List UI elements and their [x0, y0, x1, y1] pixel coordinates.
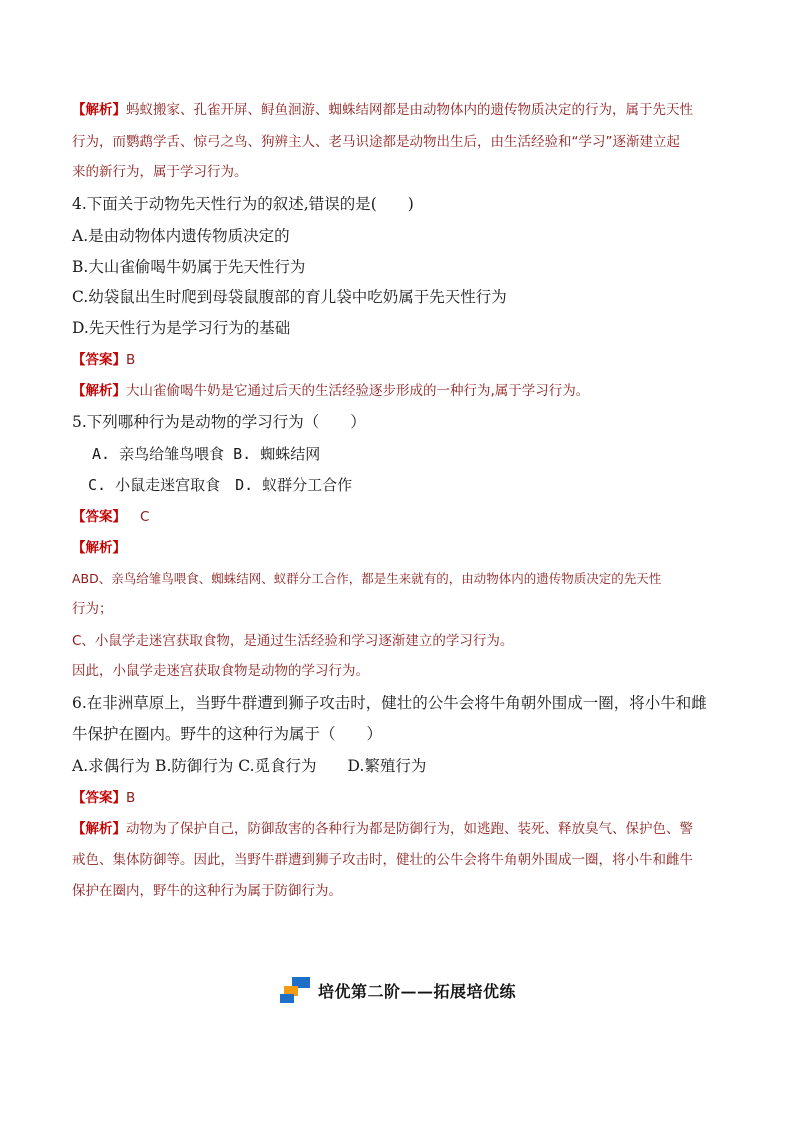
question-6-stem: 6.在非洲草原上，当野牛群遭到狮子攻击时，健壮的公牛会将牛角朝外围成一圈，将小牛和雌 [72, 694, 707, 712]
analysis-text-line: 戒色、集体防御等。因此，当野牛群遭到狮子攻击时，健壮的公牛会将牛角朝外围成一圈，将小牛和雌牛 [72, 852, 693, 868]
stacked-blocks-icon [280, 977, 312, 1003]
analysis-text: 动物为了保护自己，防御敌害的各种行为都是防御行为，如逃跑、装死、释放臭气、保护色、警 [126, 821, 693, 837]
question-5-options-row-2: C. 小鼠走迷宫取食 D. 蚁群分工合作 [88, 476, 353, 494]
analysis-text-line: 保护在圈内，野牛的这种行为属于防御行为。 [72, 883, 342, 899]
analysis-text-line: ABD、亲鸟给雏鸟喂食、蜘蛛结网、蚁群分工合作，都是生来就有的，由动物体内的遗传物质决定的先天性 [72, 571, 662, 586]
section-title: 培优第二阶——拓展培优练 [318, 981, 517, 1001]
answer-tag: 【答案】 [72, 509, 126, 525]
question-6-answer [72, 788, 732, 808]
question-4-answer [72, 350, 732, 370]
analysis-text-line: 因此，小鼠学走迷宫获取食物是动物的学习行为。 [72, 663, 369, 679]
question-5-analysis-tag [72, 538, 732, 558]
question-4-stem: 4.下面关于动物先天性行为的叙述,错误的是( ) [72, 195, 414, 213]
analysis-text: 蚂蚁搬家、孔雀开屏、鲟鱼洄游、蜘蛛结网都是由动物体内的遗传物质决定的行为，属于先天性 [126, 102, 693, 118]
analysis-text-line: 行为； [72, 601, 113, 617]
question-5-options-row-1: A. 亲鸟给雏鸟喂食 B. 蜘蛛结网 [92, 445, 321, 463]
analysis-tag: 【解析】 [72, 821, 126, 837]
question-4-option-d: D.先天性行为是学习行为的基础 [72, 319, 291, 337]
question-4-option-b: B.大山雀偷喝牛奶属于先天性行为 [72, 258, 306, 276]
answer-value: B [126, 790, 136, 806]
analysis-tag: 【解析】 [72, 383, 126, 399]
analysis-tag: 【解析】 [72, 102, 126, 118]
analysis-text-line: C、小鼠学走迷宫获取食物，是通过生活经验和学习逐渐建立的学习行为。 [72, 633, 514, 649]
question-4-analysis [72, 381, 732, 401]
section-heading [280, 975, 516, 1005]
question-6-stem-cont: 牛保护在圈内。野牛的这种行为属于（ ） [72, 725, 383, 743]
answer-tag: 【答案】 [72, 790, 126, 806]
question-5-stem: 5.下列哪种行为是动物的学习行为（ ） [72, 413, 366, 431]
analysis-tag: 【解析】 [72, 540, 126, 556]
question-4-option-a: A.是由动物体内遗传物质决定的 [72, 227, 290, 245]
question-6-options: A.求偶行为 B.防御行为 C.觅食行为 D.繁殖行为 [72, 757, 427, 775]
analysis-paragraph [72, 100, 732, 120]
answer-value: C [140, 509, 150, 525]
answer-tag: 【答案】 [72, 352, 126, 368]
answer-value: B [126, 352, 136, 368]
analysis-text-line: 来的新行为，属于学习行为。 [72, 164, 248, 180]
question-6-analysis [72, 819, 732, 839]
question-4-option-c: C.幼袋鼠出生时爬到母袋鼠腹部的育儿袋中吃奶属于先天性行为 [72, 288, 507, 306]
question-5-answer [72, 507, 732, 527]
analysis-text: 大山雀偷喝牛奶是它通过后天的生活经验逐步形成的一种行为,属于学习行为。 [126, 383, 590, 399]
analysis-text-line: 行为，而鹦鹉学舌、惊弓之鸟、狗辨主人、老马识途都是动物出生后，由生活经验和“学习”逐渐建立起 [72, 134, 680, 150]
